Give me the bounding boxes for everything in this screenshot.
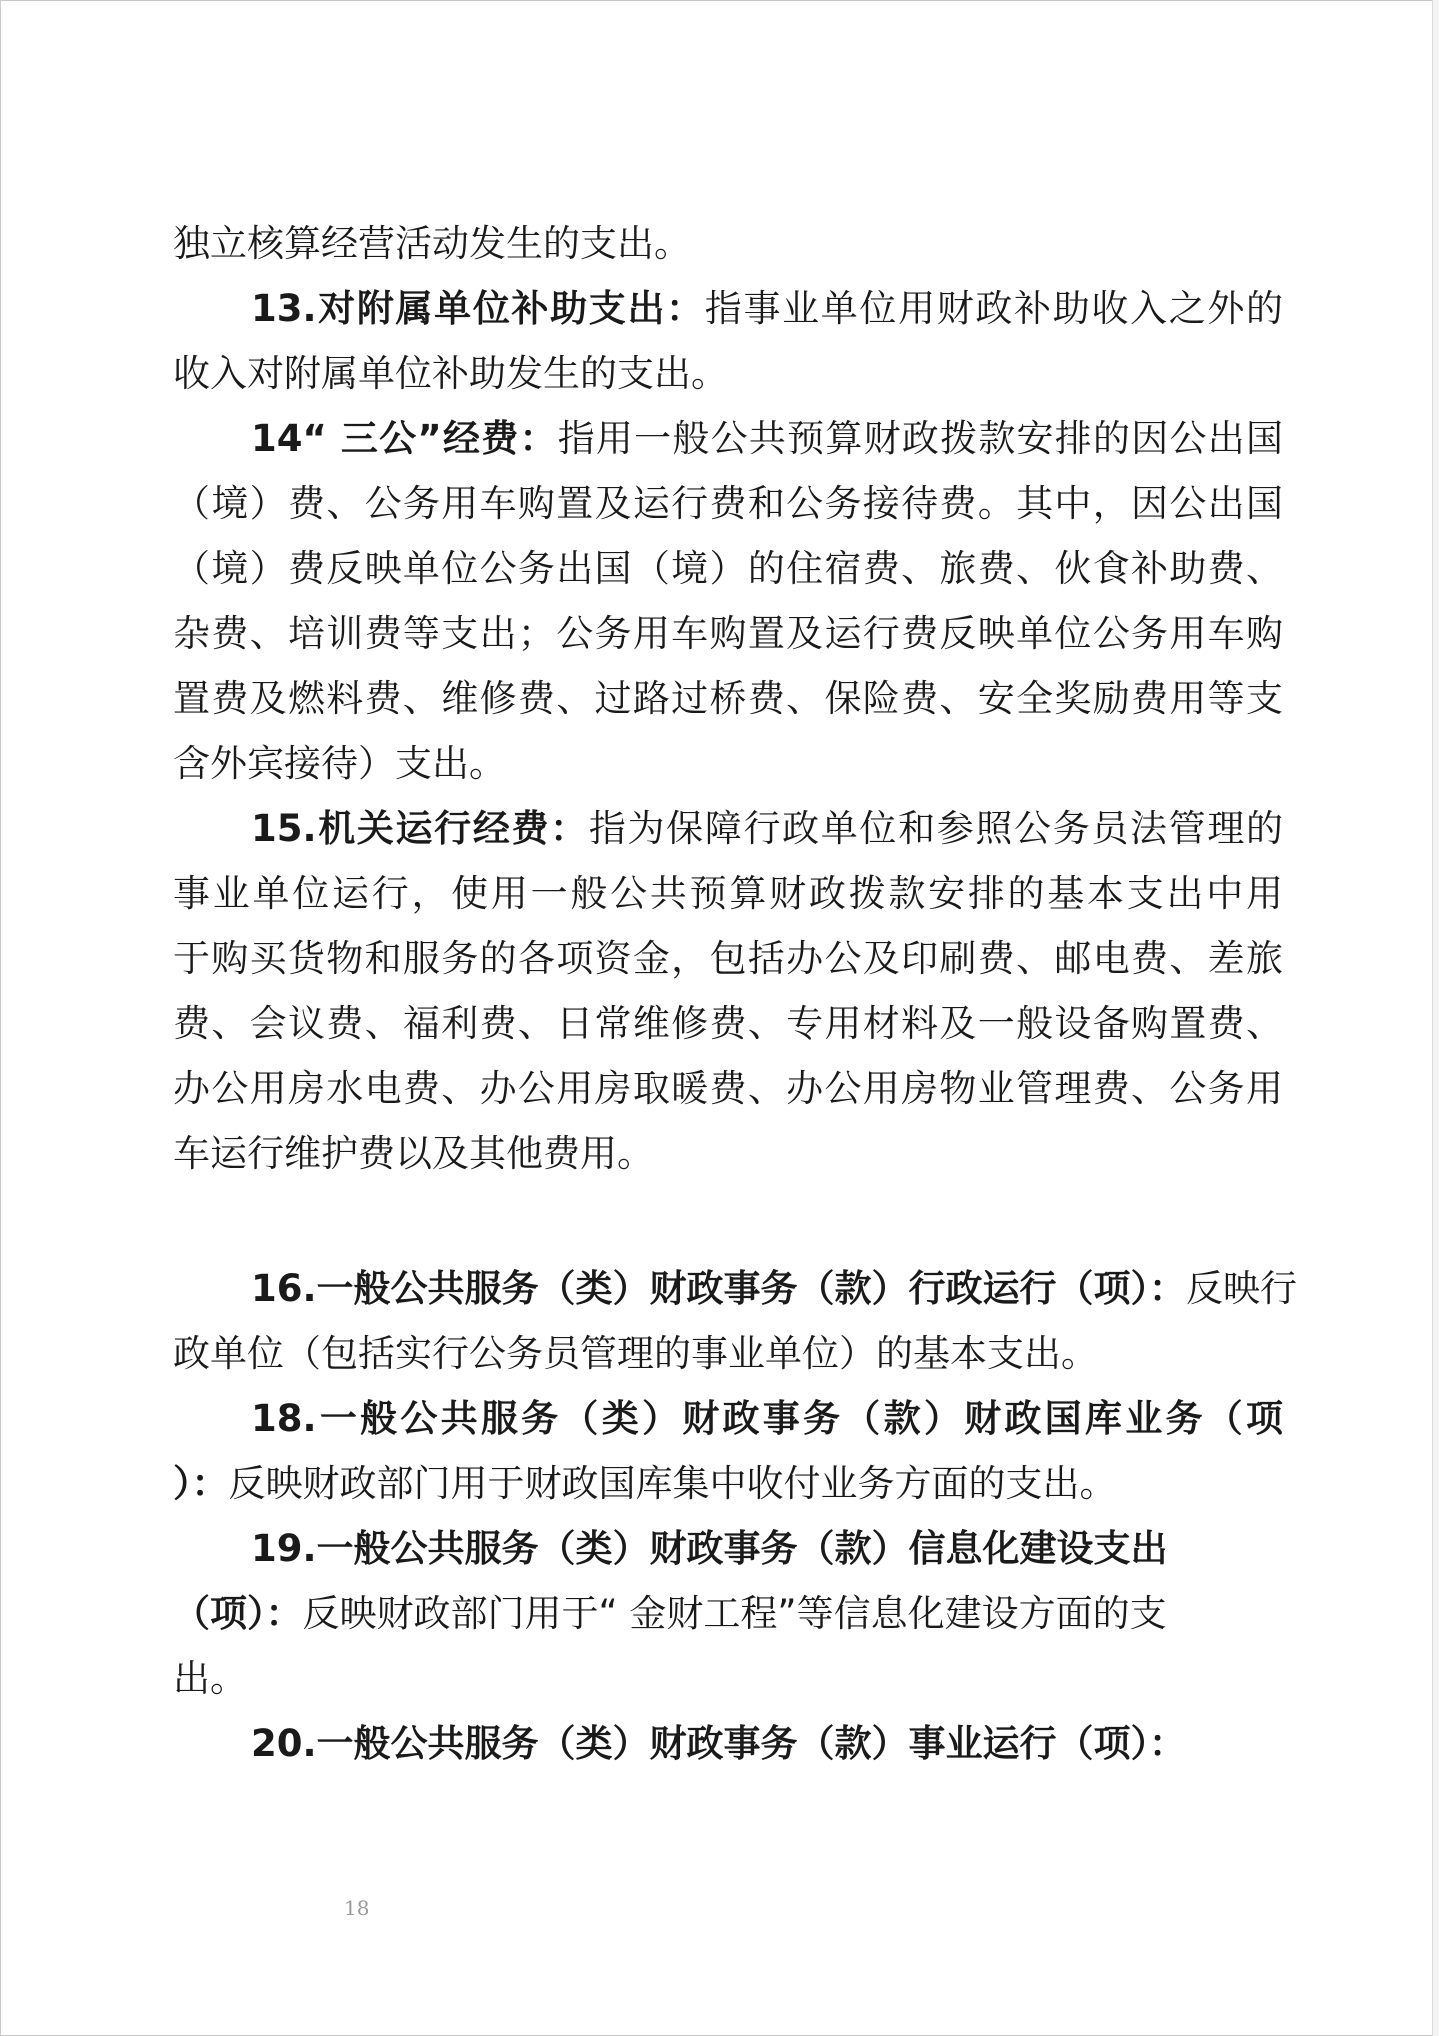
paragraph-line: 独立核算经营活动发生的支出。	[173, 222, 691, 265]
item-14-line-1	[173, 406, 1283, 471]
item-13-line-1	[173, 276, 1283, 341]
scrollbar[interactable]	[1432, 0, 1439, 2036]
item-15-heading: 15.机关运行经费：	[251, 807, 589, 850]
item-14-line-3: （境）费反映单位公务出国（境）的住宿费、旅费、伙食补助费、	[173, 547, 1283, 590]
item-19-line-2	[173, 1581, 1283, 1646]
item-18-heading: 18.一般公共服务（类）财政事务（款）财政国库业务（项	[251, 1397, 1283, 1440]
item-20-heading: 20.一般公共服务（类）财政事务（款）事业运行（项）：	[251, 1722, 1187, 1765]
item-19-line-3: 出。	[173, 1657, 247, 1700]
item-15-line-2: 事业单位运行，使用一般公共预算财政拨款安排的基本支出中用	[173, 872, 1283, 915]
item-19-heading: 19.一般公共服务（类）财政事务（款）信息化建设支出	[251, 1527, 1168, 1570]
item-13-heading: 13.对附属单位补助支出：	[251, 287, 705, 330]
item-14-heading: 14“ 三公”经费：	[251, 417, 558, 460]
item-15-line-6: 车运行维护费以及其他费用。	[173, 1132, 654, 1175]
item-19-heading-tail: （项）：	[173, 1592, 303, 1635]
item-18-heading-tail: ）：	[173, 1462, 229, 1505]
item-14-line-6: 含外宾接待）支出。	[173, 742, 506, 785]
item-14-text: 指用一般公共预算财政拨款安排的因公出国	[557, 417, 1283, 460]
item-18-text: 反映财政部门用于财政国库集中收付业务方面的支出。	[228, 1462, 1117, 1505]
item-16-text: 反映行	[1186, 1267, 1298, 1310]
item-14-line-2: （境）费、公务用车购置及运行费和公务接待费。其中，因公出国	[173, 482, 1283, 525]
blank-spacer	[173, 1186, 1283, 1256]
item-15-line-3: 于购买货物和服务的各项资金，包括办公及印刷费、邮电费、差旅	[173, 937, 1283, 980]
item-14-line-4: 杂费、培训费等支出；公务用车购置及运行费反映单位公务用车购	[173, 612, 1283, 655]
item-15-line-5: 办公用房水电费、办公用房取暖费、办公用房物业管理费、公务用	[173, 1067, 1283, 1110]
item-19-text: 反映财政部门用于“ 金财工程”等信息化建设方面的支	[302, 1592, 1167, 1635]
item-15-line-4: 费、会议费、福利费、日常维修费、专用材料及一般设备购置费、	[173, 1002, 1283, 1045]
item-15-text: 指为保障行政单位和参照公务员法管理的	[588, 807, 1283, 850]
item-13-text: 指事业单位用财政补助收入之外的	[704, 287, 1284, 330]
item-14-line-5: 置费及燃料费、维修费、过路过桥费、保险费、安全奖励费用等支	[173, 677, 1283, 720]
item-13-line-2: 收入对附属单位补助发生的支出。	[173, 352, 728, 395]
item-16-heading: 16.一般公共服务（类）财政事务（款）行政运行（项）：	[251, 1267, 1187, 1310]
item-16-line-1	[173, 1256, 1298, 1321]
item-18-line-2	[173, 1451, 1283, 1516]
item-15-line-1	[173, 796, 1283, 861]
page-number: 18	[344, 1896, 370, 1920]
page-body	[173, 211, 1298, 1776]
item-16-line-2: 政单位（包括实行公务员管理的事业单位）的基本支出。	[173, 1332, 1098, 1375]
